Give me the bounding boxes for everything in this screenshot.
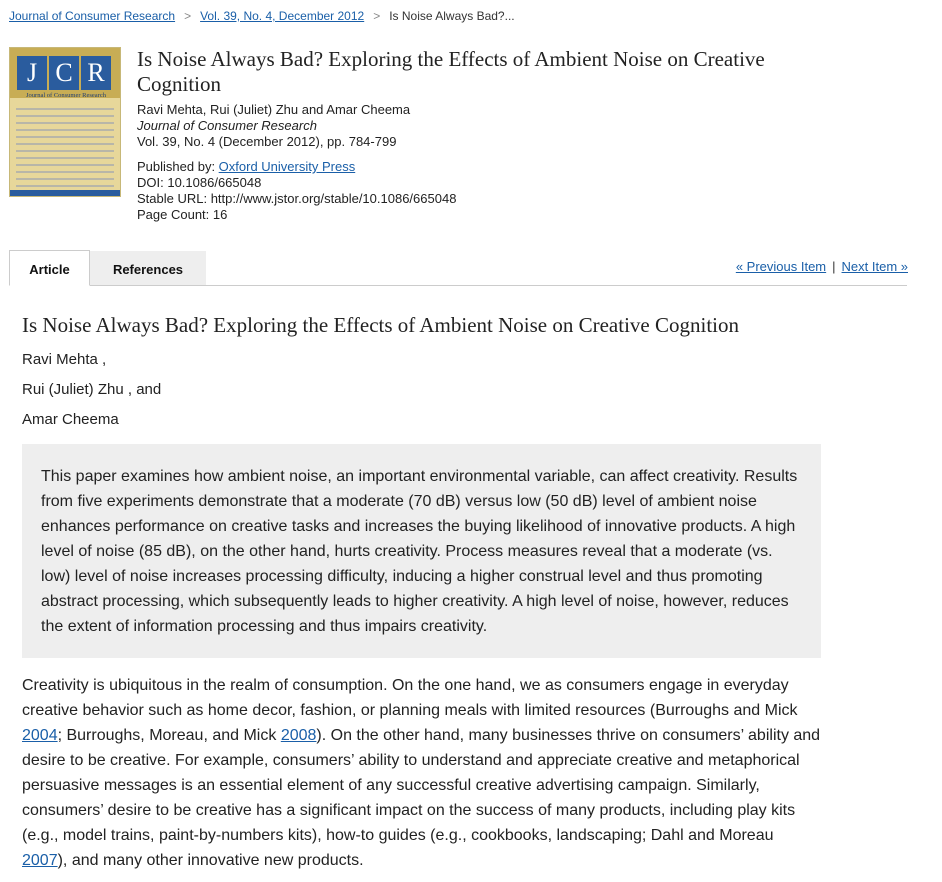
abstract-text: This paper examines how ambient noise, an important environmental variable, can affect creativity. Results from five experiments demonstrate that a moderate (70 dB) versus low (50 dB) level of ambient noise enhances performance on creative tasks and increases the buying likelihood of innovative products. A high level of noise (85 dB), on the other hand, hurts creativity. Process measures reveal that a moderate (vs. low) level of noise increases processing difficulty, inducing a higher construal level and thus promoting abstract processing, which subsequently leads to higher creativity. A high level of noise, however, reduces the extent of information processing and thus impairs creativity. xyxy=(41,468,798,635)
meta-authors: Ravi Mehta, Rui (Juliet) Zhu and Amar Cheema xyxy=(137,102,411,117)
item-navigation xyxy=(736,259,908,274)
cover-footer xyxy=(10,190,120,196)
breadcrumb-journal-link[interactable]: Journal of Consumer Research xyxy=(9,9,176,23)
article-title: Is Noise Always Bad? Exploring the Effects of Ambient Noise on Creative Cognition xyxy=(22,313,739,337)
body-paragraph xyxy=(22,673,822,873)
breadcrumb-issue-link[interactable]: Vol. 39, No. 4, December 2012 xyxy=(200,9,365,23)
article-metadata xyxy=(137,47,917,223)
body-text-segment: ; Burroughs, Moreau, and Mick xyxy=(57,727,281,744)
cover-logo xyxy=(17,56,111,90)
cover-subtitle: Journal of Consumer Research xyxy=(26,92,106,99)
meta-doi: DOI: 10.1086/665048 xyxy=(137,175,262,190)
previous-item-link[interactable]: « Previous Item xyxy=(735,259,827,274)
article-author: Ravi Mehta , xyxy=(22,351,107,368)
breadcrumb-separator: > xyxy=(184,9,192,23)
nav-divider: | xyxy=(832,259,836,274)
citation-link[interactable]: 2008 xyxy=(280,727,317,744)
citation-link[interactable]: 2004 xyxy=(22,727,58,744)
meta-journal: Journal of Consumer Research xyxy=(137,118,317,133)
publisher-link[interactable]: Oxford University Press xyxy=(218,159,356,174)
breadcrumb-separator: > xyxy=(373,9,381,23)
cover-letter: J xyxy=(17,56,47,90)
cover-letter: C xyxy=(49,56,79,90)
abstract-box xyxy=(22,444,821,658)
body-text-segment: ), and many other innovative new products. xyxy=(57,852,364,869)
cover-letter: R xyxy=(81,56,111,90)
meta-page-count: Page Count: 16 xyxy=(137,207,228,222)
meta-volume: Vol. 39, No. 4 (December 2012), pp. 784-799 xyxy=(137,134,397,149)
published-by-label: Published by: xyxy=(137,159,219,174)
breadcrumb-current: Is Noise Always Bad?... xyxy=(389,9,515,23)
article-author: Amar Cheema xyxy=(22,411,119,428)
breadcrumb xyxy=(9,9,515,23)
body-text-segment: ). On the other hand, many businesses thrive on consumers’ ability and desire to be creative. For example, consumers’ ability to understand and appreciate creative and metaphorical persuasive messages is an essential element of any successful creative advertising campaign. Similarly, consumers’ desire to be creative has a significant impact on the success of many products, including play kits (e.g., model trains, paint-by-numbers kits), how-to guides (e.g., cookbooks, landscaping; Dahl and Moreau xyxy=(22,727,821,844)
citation-link[interactable]: 2007 xyxy=(22,852,58,869)
meta-title: Is Noise Always Bad? Exploring the Effects of Ambient Noise on Creative Cognition xyxy=(137,47,765,96)
cover-contents xyxy=(16,108,114,186)
article-author: Rui (Juliet) Zhu , and xyxy=(22,381,162,398)
meta-publisher xyxy=(137,159,917,175)
tab-article[interactable]: Article xyxy=(9,250,90,286)
tab-references[interactable]: References xyxy=(90,251,206,285)
next-item-link[interactable]: Next Item » xyxy=(841,259,908,274)
journal-cover-image[interactable] xyxy=(9,47,121,197)
body-text-segment: Creativity is ubiquitous in the realm of consumption. On the one hand, we as consumers engage in everyday creative behavior such as home decor, fashion, or planning meals with limited resources (Burroughs and Mick xyxy=(22,677,798,719)
meta-stable-url: Stable URL: http://www.jstor.org/stable/10.1086/665048 xyxy=(137,191,457,206)
